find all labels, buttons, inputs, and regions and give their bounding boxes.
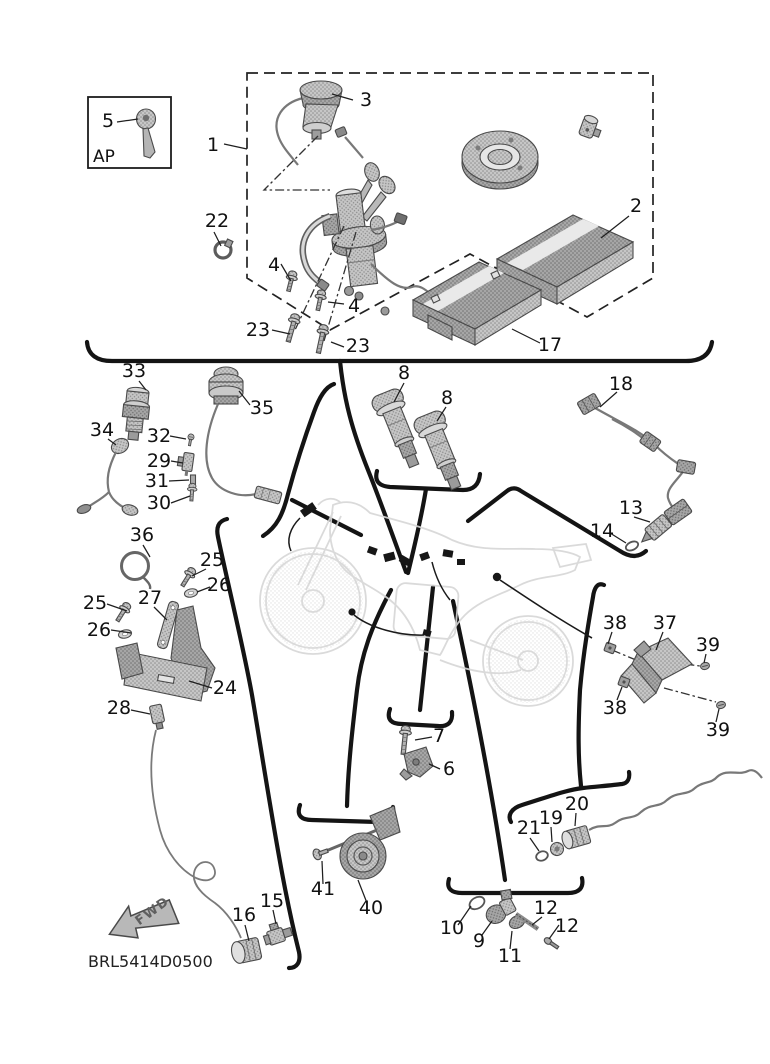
callout-label-40: 40 [358,897,384,919]
part-16-connector [230,937,262,964]
callout-label-24: 24 [212,677,238,699]
part-20-sensor [560,770,762,850]
part-12-bolt-b [543,936,560,950]
callout-label-22: 22 [204,210,230,232]
diagram-code: BRL5414D0500 [88,952,213,971]
callout-label-8: 8 [397,362,411,384]
callout-label-36: 36 [129,524,155,546]
callout-label-3: 3 [359,89,373,111]
part-4-bolt-b [312,289,327,312]
callout-label-29: 29 [146,450,172,472]
callout-label-33: 33 [121,360,147,382]
callout-label-34: 34 [89,419,115,441]
part-23-bolt-a [283,312,302,343]
bracket-coils [376,471,480,490]
callout-label-37: 37 [652,612,678,634]
callout-label-19: 19 [538,807,564,829]
callout-label-2: 2 [629,195,643,217]
callout-label-25: 25 [82,592,108,614]
callout-label-30: 30 [146,492,172,514]
callout-label-15: 15 [259,890,285,912]
callout-label-18: 18 [608,373,634,395]
callout-label-41: 41 [310,878,336,900]
callout-label-10: 10 [439,917,465,939]
callout-label-39: 39 [695,634,721,656]
part-23-bolt-b [313,324,331,355]
part-10-oring [467,894,486,912]
inset-label: AP [93,147,115,167]
callout-label-12: 12 [554,915,580,937]
callout-label-9: 9 [472,930,486,952]
callout-labels [83,89,730,967]
callout-label-23: 23 [345,335,371,357]
part-3-switch-cap [276,81,363,165]
callout-label-25: 25 [199,549,225,571]
callout-label-21: 21 [516,817,542,839]
callout-label-14: 14 [589,520,615,542]
top-brace [87,342,712,361]
callout-label-4: 4 [267,254,281,276]
part-41-bolt [312,845,330,860]
part-39-screw-a [700,661,711,670]
part-26-washer-a [184,588,199,599]
part-39-screw-b [716,700,727,709]
inset-box [88,97,171,168]
callout-label-6: 6 [442,758,456,780]
callout-label-27: 27 [137,587,163,609]
part-35-sensor [206,367,282,504]
leader-sensor-20 [579,584,604,786]
callout-label-17: 17 [537,334,563,356]
immobilizer-ring [462,131,538,189]
part-34-lead [76,435,139,516]
fwd-arrow [103,892,180,944]
part-26-washer-b [118,629,133,640]
part-32-screw [186,433,194,446]
callout-label-23: 23 [245,319,271,341]
bracket-sensor-9 [448,878,582,893]
callout-label-7: 7 [432,725,446,747]
callout-label-28: 28 [106,697,132,719]
callout-label-11: 11 [497,945,523,967]
part-36-clamp [122,553,151,590]
callout-label-16: 16 [231,904,257,926]
callout-label-26: 26 [206,574,232,596]
part-15-sensor [261,919,294,947]
part-4-bolt-a [283,270,299,293]
part-22-clamp [215,239,233,258]
callout-label-31: 31 [144,470,170,492]
callout-label-38: 38 [602,612,628,634]
part-21-oring [535,850,549,863]
part-7-bolt [397,725,412,755]
callout-label-38: 38 [602,697,628,719]
part-38-grommet-a [604,642,616,654]
callout-label-39: 39 [705,719,731,741]
callout-label-35: 35 [249,397,275,419]
callout-label-12: 12 [533,897,559,919]
part-29-sensor [176,452,194,477]
part-19-nut [549,841,565,857]
part-25-bolt-b [113,600,133,623]
callout-label-8: 8 [440,387,454,409]
part-14-washer [624,540,639,553]
leader-bracket-6 [420,587,433,710]
part-25-bolt-a [178,565,198,588]
part-5-key [137,109,156,158]
callout-label-4: 4 [347,295,361,317]
fwd-label: FWD [132,894,173,929]
part-31-collar [191,475,196,484]
part-8-coil-b [412,409,471,494]
callout-label-32: 32 [146,425,172,447]
callout-label-20: 20 [564,793,590,815]
callout-label-13: 13 [618,497,644,519]
callout-label-26: 26 [86,619,112,641]
key-lock-small [578,114,604,141]
callout-leaders [107,94,719,949]
callout-label-1: 1 [206,134,220,156]
leader-sensors-left [292,500,361,535]
callout-label-5: 5 [101,110,115,132]
part-30-screw [187,483,198,501]
part-40-horn [326,806,400,879]
